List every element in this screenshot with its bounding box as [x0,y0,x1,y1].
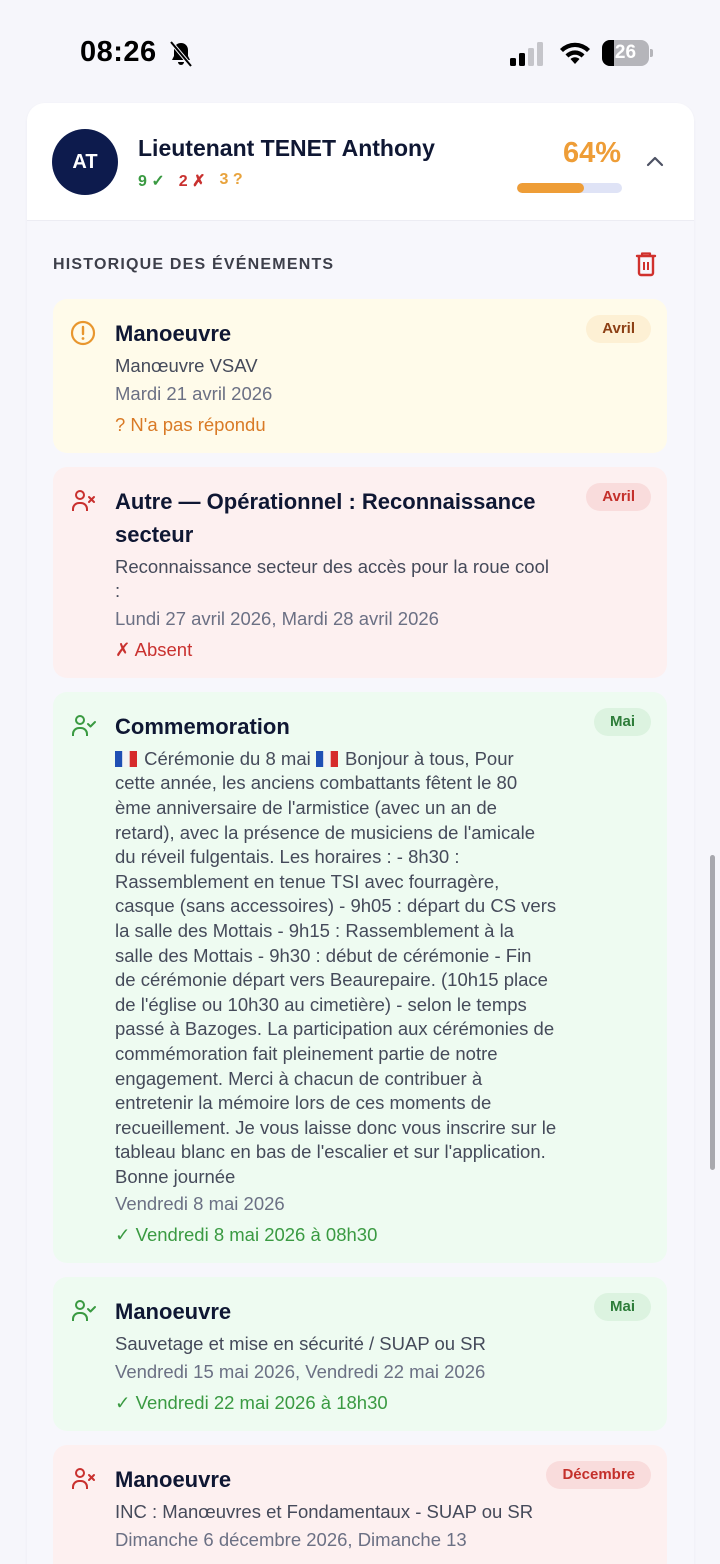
signal-icon [510,42,548,66]
event-dates: Mardi 21 avril 2026 [115,382,273,404]
event-status: ✓ Vendredi 8 mai 2026 à 08h30 [115,1224,378,1246]
bell-off-icon [168,40,194,68]
attendance-counts [138,171,243,191]
count-absent: 2 ✗ [178,173,206,190]
chevron-up-icon[interactable] [644,153,666,169]
event-card[interactable] [53,299,667,453]
event-title: Manoeuvre [115,1299,232,1325]
french-flag-icon [316,751,338,767]
event-dates: Dimanche 6 décembre 2026, Dimanche 13 [115,1528,467,1550]
event-title: Manoeuvre [115,321,232,346]
wifi-icon [558,40,592,66]
event-description: Manœuvre VSAV [115,355,258,376]
event-dates: Vendredi 8 mai 2026 [115,1193,285,1215]
progress-fill [517,183,584,193]
member-name: Lieutenant TENET Anthony [138,135,435,161]
section-title: HISTORIQUE DES ÉVÉNEMENTS [53,256,335,273]
event-description [115,747,557,1190]
event-description: Sauvetage et mise en sécurité / SUAP ou SR [115,1333,486,1355]
scrollbar[interactable] [710,855,715,1170]
alert-circle-icon [69,319,97,347]
event-card[interactable] [53,692,667,1264]
event-description-heading: Cérémonie du 8 mai [144,747,311,769]
month-badge: Avril [586,483,651,511]
battery-icon [602,40,654,66]
member-card-header[interactable] [27,103,694,221]
battery-level: 26 [614,42,637,63]
month-badge: Mai [594,708,651,736]
event-card[interactable] [53,1277,667,1431]
event-status: ✗ Absent [115,638,193,660]
event-title: Autre — Opérationnel : Reconnaissance secteur [115,488,536,547]
french-flag-icon [115,751,137,767]
trash-icon[interactable] [635,251,657,277]
month-badge: Avril [586,315,651,343]
status-time: 08:26 [80,36,157,68]
event-list [53,299,667,1564]
user-x-icon [69,487,97,515]
event-description: Reconnaissance secteur des accès pour la roue cool : [115,555,549,602]
event-dates: Vendredi 15 mai 2026, Vendredi 22 mai 2026 [115,1361,486,1383]
event-title: Commemoration [115,713,290,739]
status-bar [0,0,720,100]
event-description: INC : Manœuvres et Fondamentaux - SUAP ou SR [115,1501,534,1523]
count-unknown: 3 ? [219,171,243,188]
event-description-body: Bonjour à tous, Pour cette année, les anciens combattants fêtent le 80 ème anniversaire de l'armistice (avec un an de retard), avec la présence de musiciens de l'amicale du réveil fulgentais. Les horaires : - 8h30 : Rassemblement en tenue TSI avec fourragère, casque (sans accessoires) - 9h05 : départ du CS vers la salle des Mottais - 9h15 : Rassemblement à la salle des Mottais - 9h30 : début de cérémonie - Fin de cérémonie départ vers Beaurepaire. (10h15 place de l'église ou 10h30 au cimetière) - selon le temps passé à Bazoges. La participation aux cérémonies de commémoration fait pleinement partie de notre engagement. Merci à chacun de contribuer à entretenir la mémoire lors de ces moments de recueillement. Je vous laisse donc vous inscrire sur le tableau blanc en bas de l'escalier et sur l'application. Bonne journée [115,747,557,1187]
event-dates: Lundi 27 avril 2026, Mardi 28 avril 2026 [115,607,439,629]
user-x-icon [69,1465,97,1493]
event-status: ? N'a pas répondu [115,413,266,435]
attendance-percentage: 64% [562,137,621,169]
count-present: 9 ✓ [138,173,165,190]
month-badge: Décembre [546,1461,651,1489]
user-check-icon [69,1297,97,1325]
member-card [27,103,694,1564]
event-status: ✓ Vendredi 22 mai 2026 à 18h30 [115,1392,388,1414]
month-badge: Mai [594,1293,651,1321]
event-title: Manoeuvre [115,1467,232,1493]
event-card[interactable] [53,467,667,678]
avatar: AT [52,129,118,195]
event-card[interactable] [53,1445,667,1564]
attendance-progress-bar [517,183,622,193]
user-check-icon [69,712,97,740]
